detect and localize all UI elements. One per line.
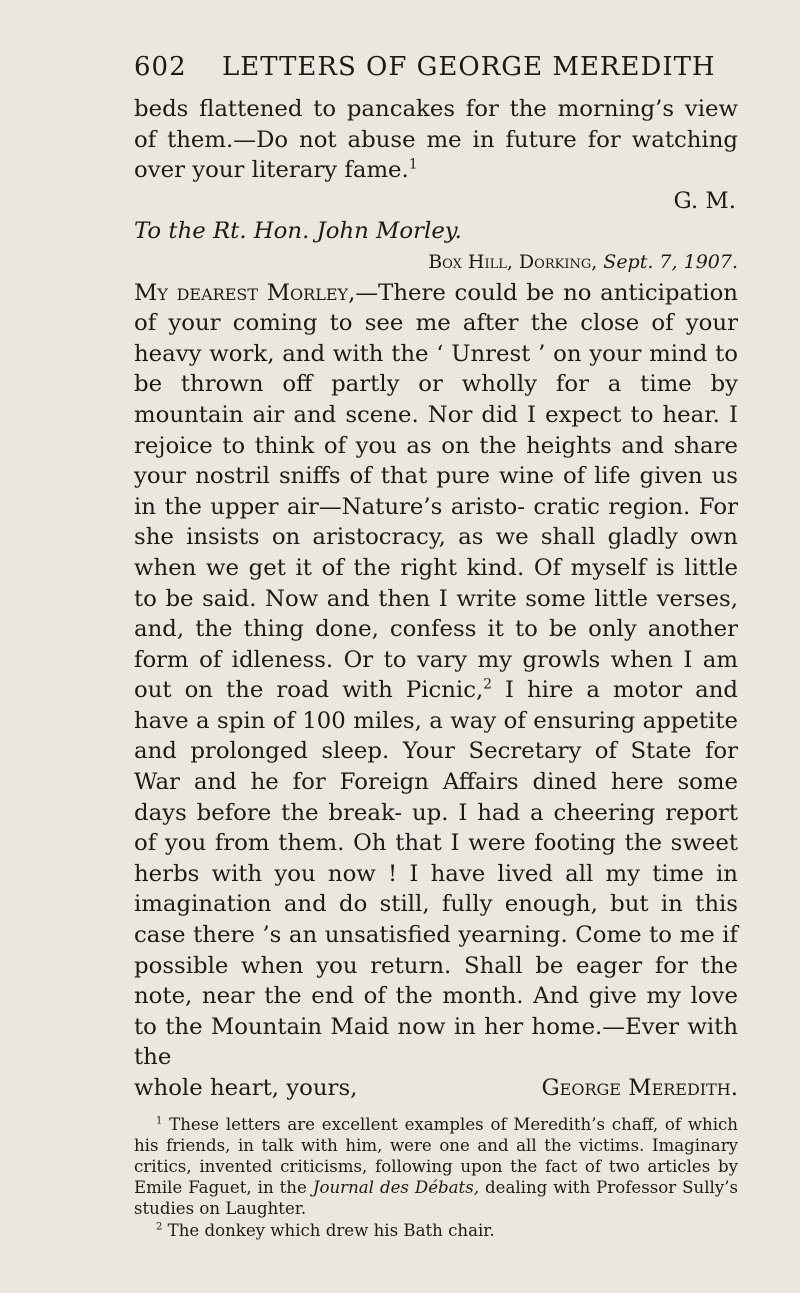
previous-letter-text: beds flattened to pancakes for the morning’s view of them.—Do not abuse me in future for watching over your literary fame. — [134, 96, 738, 184]
running-title: LETTERS OF GEORGE MEREDITH — [222, 52, 716, 82]
footnote-ref-1: 1 — [408, 156, 418, 173]
page-number: 602 — [134, 52, 187, 82]
letter-body-part-a: —There could be no anticipation of your coming to see me after the close of your heavy work, and with the ‘ Unrest ’ on your mind to be thrown off partly or wholly for a time by mountain air and scene. Nor did I expect to hear. I rejoice to think of you as on the heights and share your nostril sniffs of that pure wine of life given us in the upper air—Nature’s aristo- cratic region. For she insists on aristocracy, as we shall gladly own when we get it of the right kind. Of myself is little to be said. Now and then I write some little verses, and, the thing done, confess it to be only another form of idleness. Or to vary my growls when I am out on the road with Picnic, — [134, 279, 738, 704]
letter-addressee: To the Rt. Hon. John Morley. — [134, 218, 462, 245]
letter-closing: whole heart, yours, — [134, 1075, 358, 1101]
previous-letter-signature-line — [134, 186, 738, 217]
footnote-1-journal-title: Journal des Débats, — [312, 1178, 480, 1198]
footnote-1-mark: 1 — [156, 1115, 163, 1127]
letter-dateline — [134, 247, 738, 278]
footnote-1-text-a: These letters are excellent examples of Meredith’s chaff, of which his friends, in talk with him, were one and all the victims. Imaginary critics, invented criticisms, following upon the fact of two articles by Emile Faguet, in the — [134, 1114, 738, 1198]
footnote-2-mark: 2 — [156, 1221, 163, 1233]
page-body — [134, 94, 738, 1104]
previous-letter-ending — [134, 94, 738, 186]
letter-body — [134, 278, 738, 1073]
footnotes — [134, 1114, 738, 1241]
letter-signature: George Meredith. — [541, 1075, 738, 1101]
running-header — [134, 52, 738, 94]
letter-place: Box Hill, Dorking, — [428, 250, 598, 273]
footnote-1-text-b: dealing with Professor Sully’s studies on Laughter. — [134, 1178, 738, 1219]
footnote-2 — [134, 1220, 738, 1241]
letter-body-part-b: I hire a motor and have a spin of 100 miles, a way of ensuring appetite and prolonged sleep. Your Secretary of State for War and he for Foreign Affairs dined here some days before the break- up. I had a cheering report of you from them. Oh that I were footing the sweet herbs with you now ! I have lived all my time in imagination and do still, fully enough, but in this case there ’s an unsatisfied yearning. Come to me if possible when you return. Shall be eager for the note, near the end of the month. And give my love to the Mountain Maid now in her home.—Ever with the — [134, 677, 738, 1071]
previous-letter-signature: G. M. — [673, 187, 736, 214]
letter-closing-line — [134, 1073, 738, 1104]
letter-date: Sept. 7, 1907. — [603, 250, 738, 273]
footnote-1 — [134, 1114, 738, 1220]
letter-salutation: My dearest Morley, — [134, 279, 356, 306]
footnote-2-text: The donkey which drew his Bath chair. — [167, 1220, 495, 1240]
footnote-ref-2: 2 — [483, 676, 492, 693]
